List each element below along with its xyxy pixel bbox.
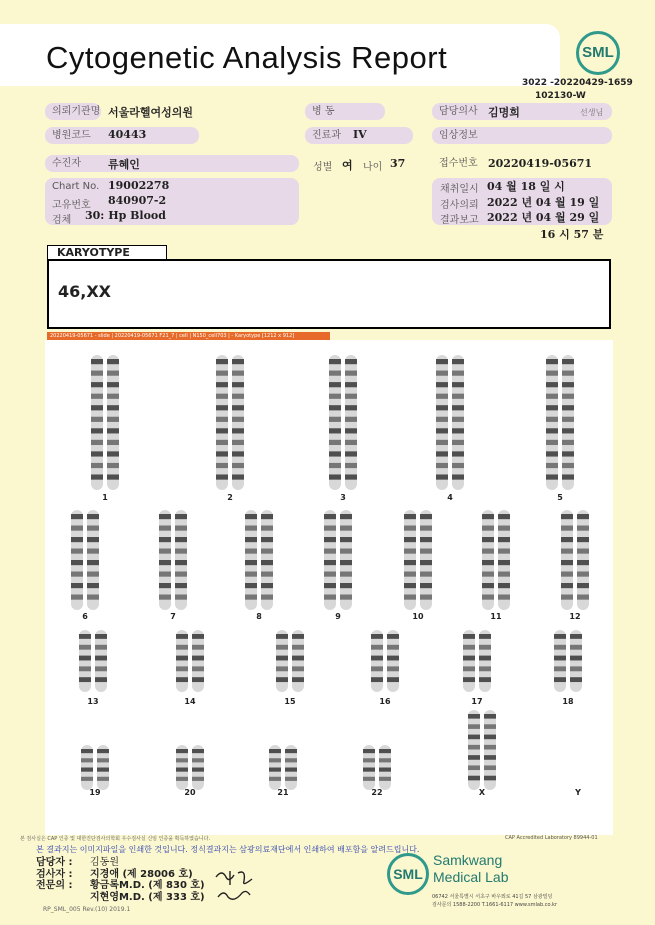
request-value: 2022 년 04 월 19 일	[487, 196, 600, 209]
specimen-value: 30: Hp Blood	[85, 209, 166, 222]
chromosome	[329, 355, 341, 490]
chromosome	[176, 630, 188, 692]
collect-value: 04 월 18 일 시	[487, 180, 565, 193]
chromosome-label: 5	[557, 493, 563, 502]
chromosome-label: 20	[184, 788, 196, 797]
chromosome-label: 1	[102, 493, 108, 502]
patient-value: 류혜인	[108, 158, 140, 171]
karyotype-box	[47, 259, 611, 329]
chromosome	[340, 510, 352, 610]
karyogram-chromosomes	[45, 340, 613, 835]
chromosome-label: 7	[170, 612, 176, 621]
chromosome-label: 16	[379, 697, 391, 706]
tester-label: 검사자 :	[36, 869, 73, 880]
age-value: 37	[390, 157, 406, 170]
chromosome	[97, 745, 109, 790]
print-notice: 본 결과지는 이미지파일을 인쇄한 것입니다. 정식결과지는 삼광의료재단에서 인쇄하여 배포함을 알려드립니다.	[36, 845, 420, 854]
chromosome-label: 13	[87, 697, 99, 706]
chromosome-label: 19	[89, 788, 101, 797]
hospital-code-label: 병원코드	[45, 127, 199, 144]
chromosome	[192, 630, 204, 692]
chromosome	[269, 745, 281, 790]
collect-label: 채취일시	[440, 184, 479, 195]
chromosome-label: 3	[340, 493, 346, 502]
patient-label: 수진자	[45, 155, 299, 172]
chromosome-label: 17	[471, 697, 483, 706]
receipt-value: 20220419-05671	[488, 157, 593, 170]
karyotype-result: 46,XX	[58, 282, 112, 301]
age-label: 나이	[363, 162, 383, 173]
report-label: 결과보고	[440, 215, 479, 226]
specialist-label: 전문의 :	[36, 880, 73, 891]
chromosome	[561, 510, 573, 610]
chart-no-label: Chart No.	[52, 181, 100, 192]
chromosome-label: 8	[256, 612, 262, 621]
ward-label: 병 동	[305, 103, 385, 120]
chromosome	[292, 630, 304, 692]
receipt-label: 접수번호	[432, 155, 612, 172]
lab-phone: 검사문의 1588-2200 T.1661-6117 www.smlab.co.kr	[432, 902, 557, 908]
chromosome-label: 10	[412, 612, 424, 621]
chromosome	[484, 710, 496, 790]
chromosome-label: 6	[82, 612, 88, 621]
report-time: 16 시 57 분	[540, 228, 604, 241]
chromosome	[87, 510, 99, 610]
request-label: 검사의뢰	[440, 200, 479, 211]
chromosome	[468, 710, 480, 790]
chromosome	[71, 510, 83, 610]
chromosome-label: 14	[184, 697, 196, 706]
chromosome	[261, 510, 273, 610]
chromosome	[276, 630, 288, 692]
unique-no-label: 고유번호	[52, 200, 91, 211]
chromosome-label: 4	[447, 493, 453, 502]
chromosome-label: X	[478, 788, 486, 797]
chromosome	[245, 510, 257, 610]
form-code: RP_SML_005 Rev.(10) 2019.1	[43, 906, 131, 913]
chromosome-label: Y	[575, 788, 581, 797]
chromosome	[498, 510, 510, 610]
report-code-sub: 102130-W	[535, 91, 586, 101]
chromosome	[91, 355, 103, 490]
chromosome	[570, 630, 582, 692]
chromosome	[345, 355, 357, 490]
doctor-suffix: 선생님	[580, 108, 604, 117]
chromosome-label: 18	[562, 697, 574, 706]
institution-value: 서울라헬여성의원	[108, 106, 194, 119]
specimen-label: 검체	[52, 215, 72, 226]
chromosome-label: 15	[284, 697, 296, 706]
karyogram-image	[45, 340, 613, 835]
report-title: Cytogenetic Analysis Report	[46, 40, 448, 75]
manager-name: 김동원	[90, 857, 119, 868]
specialist-1: 황금록M.D. (제 830 호)	[90, 880, 205, 891]
sml-bottom-logo-icon: SML	[387, 853, 429, 895]
chromosome-label: 2	[227, 493, 233, 502]
chromosome	[463, 630, 475, 692]
tester-name: 지경애 (제 28006 호)	[90, 869, 193, 880]
chromosome-label: 21	[277, 788, 289, 797]
chromosome	[387, 630, 399, 692]
chromosome	[479, 630, 491, 692]
chromosome	[452, 355, 464, 490]
sml-logo-icon: SML	[576, 31, 620, 75]
chromosome	[95, 630, 107, 692]
chromosome	[546, 355, 558, 490]
chromosome	[482, 510, 494, 610]
chromosome	[562, 355, 574, 490]
chromosome	[371, 630, 383, 692]
chromosome	[324, 510, 336, 610]
chromosome	[554, 630, 566, 692]
signature-icon	[212, 867, 262, 905]
chromosome	[363, 745, 375, 790]
report-value: 2022 년 04 월 29 일	[487, 211, 600, 224]
sex-label: 성별	[313, 162, 333, 173]
lab-address-line: 06742 서울특별시 서초구 바우뫼로 41길 57 삼광빌딩	[432, 894, 553, 900]
accreditation-note: 본 검사실은 CAP 인증 및 대한진단검사의학회 우수검사실 신임 인증을 획득하였습니다.	[20, 836, 211, 842]
chromosome	[577, 510, 589, 610]
chromosome-label: 9	[335, 612, 341, 621]
chromosome	[436, 355, 448, 490]
karyotype-tab: KARYOTYPE	[47, 245, 167, 259]
doctor-value: 김명희	[488, 106, 520, 119]
chromosome-label: 12	[569, 612, 581, 621]
lab-address	[432, 893, 557, 909]
cap-note: CAP Accredited Laboratory 89944-01	[505, 835, 598, 841]
chromosome	[79, 630, 91, 692]
chart-no-value: 19002278	[108, 179, 170, 192]
lab-name	[433, 852, 509, 886]
chromosome-label: 22	[371, 788, 383, 797]
doctor-label: 담당의사	[432, 103, 612, 120]
institution-label: 의뢰기관명	[45, 103, 101, 120]
chromosome	[420, 510, 432, 610]
dept-value: IV	[353, 128, 367, 141]
chromosome	[107, 355, 119, 490]
manager-label: 담당자 :	[36, 857, 73, 868]
chromosome	[175, 510, 187, 610]
lab-name-line2: Medical Lab	[433, 869, 509, 885]
lab-name-line1: Samkwang	[433, 852, 503, 868]
report-code: 3022 -20220429-1659	[522, 78, 633, 88]
chromosome	[81, 745, 93, 790]
chromosome	[192, 745, 204, 790]
chromosome	[379, 745, 391, 790]
chromosome	[176, 745, 188, 790]
chromosome	[159, 510, 171, 610]
chromosome-label: 11	[490, 612, 502, 621]
chromosome	[285, 745, 297, 790]
chromosome	[216, 355, 228, 490]
chromosome	[404, 510, 416, 610]
sex-value: 여	[342, 159, 353, 172]
image-caption-bar: 20220419-05671 - slide | 20220419-05671 F21_7 | cell | N150_cell703 | - Karyotype [1212 x 912]	[47, 332, 330, 340]
unique-no-value: 840907-2	[108, 194, 167, 207]
dept-label: 진료과	[305, 127, 413, 144]
specialist-2: 지현영M.D. (제 333 호)	[90, 892, 205, 903]
clinical-label: 임상정보	[432, 127, 612, 144]
chromosome	[232, 355, 244, 490]
hospital-code-value: 40443	[108, 128, 147, 141]
